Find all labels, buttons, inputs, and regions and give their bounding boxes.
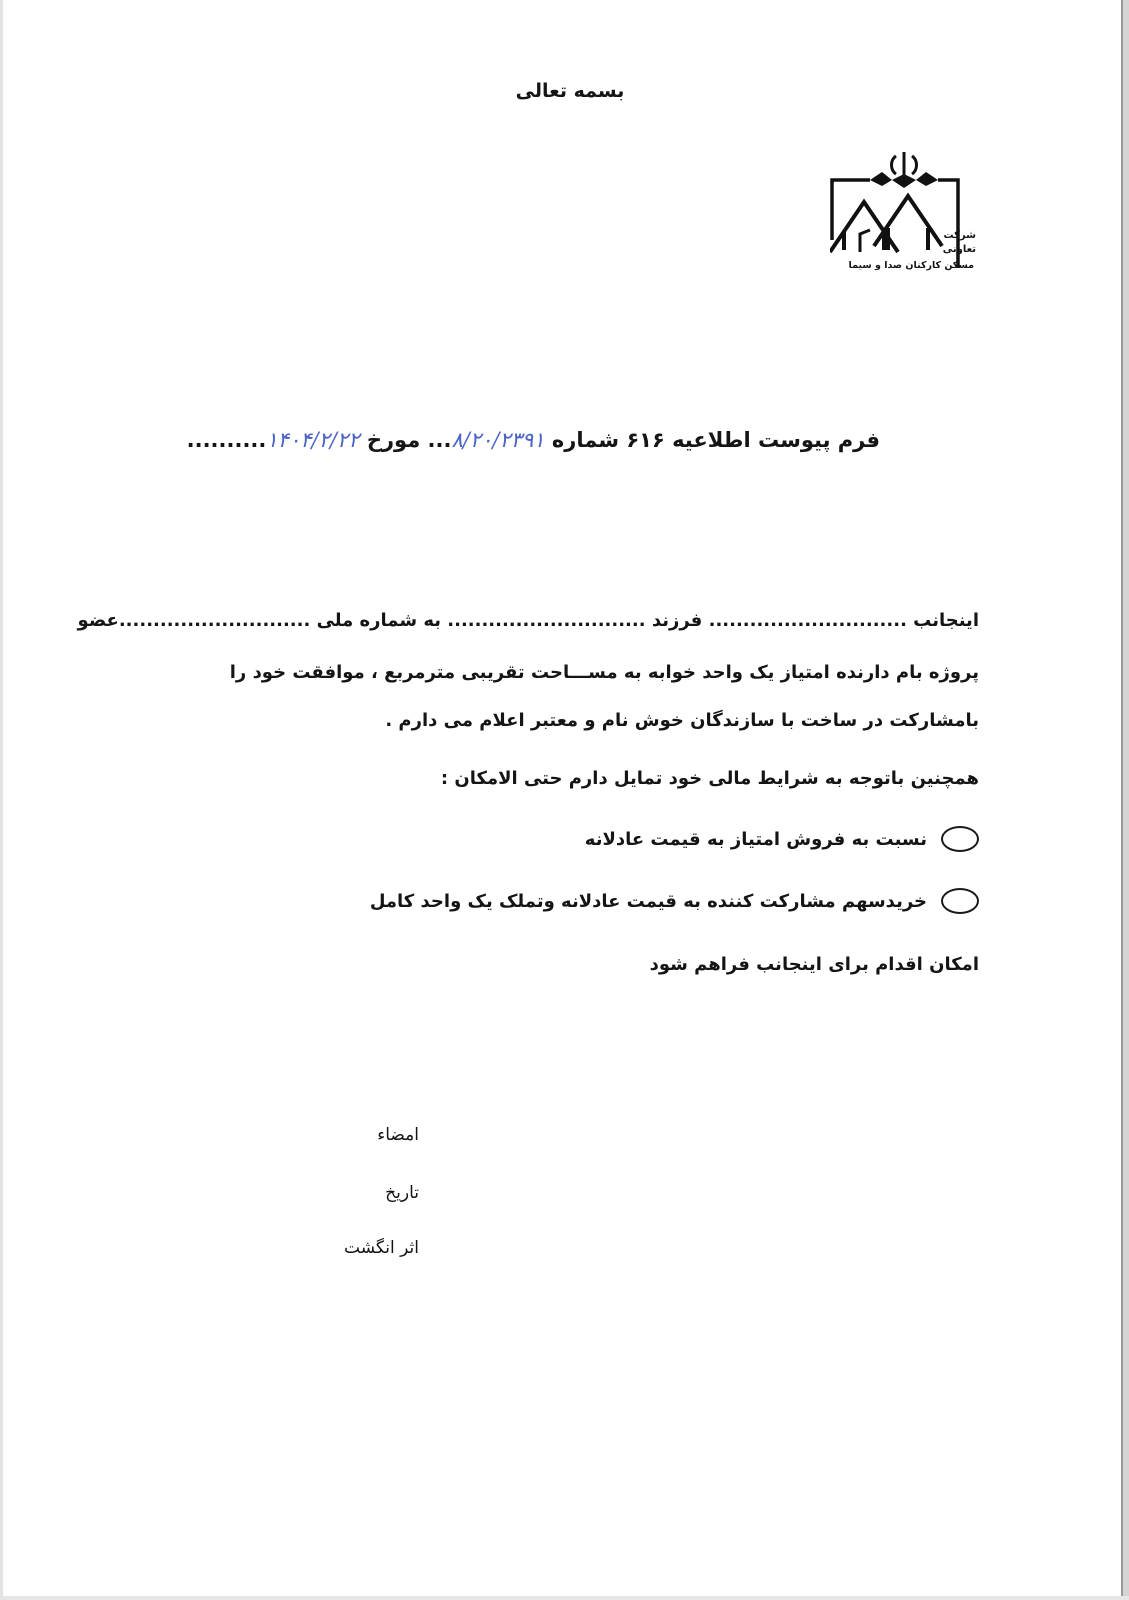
option-circle-checkbox[interactable] xyxy=(941,888,979,914)
scan-edge-right xyxy=(1123,0,1129,1600)
scan-edge-bottom xyxy=(0,1596,1129,1600)
body-line-4: همچنین باتوجه به شرایط مالی خود تمایل دارم حتی الامکان : xyxy=(440,768,979,789)
option-buy-share[interactable] xyxy=(370,888,979,914)
company-logo xyxy=(830,150,978,280)
form-date-label: مورخ xyxy=(366,428,421,452)
body-line-1: اینجانب ............................. فرزند ............................. به شماره ملی ............................عضو xyxy=(77,610,979,631)
form-title-prefix: فرم پیوست اطلاعیه ۶۱۶ شماره xyxy=(551,428,880,452)
logo-text-company: شرکت xyxy=(943,230,976,241)
form-title xyxy=(186,428,880,452)
form-number-dots: ... xyxy=(427,428,452,452)
logo-text-housing: مسکن کارکنان صدا و سیما xyxy=(848,260,974,271)
logo-text-cooperative: تعاونی xyxy=(942,244,976,255)
body-line-3: بامشارکت در ساخت با سازندگان خوش نام و معتبر اعلام می دارم . xyxy=(385,710,979,731)
scan-edge-left xyxy=(0,0,3,1600)
signature-date-label: تاریخ xyxy=(385,1183,419,1203)
option-buy-share-label: خریدسهم مشارکت کننده به قیمت عادلانه وتملک یک واحد کامل xyxy=(369,890,927,912)
option-sell-share[interactable] xyxy=(585,826,979,852)
form-date-dots: .......... xyxy=(186,428,267,452)
invocation-heading: بسمه تعالی xyxy=(515,80,625,102)
form-date-handwritten: ۱۴۰۴/۲/۲۲ xyxy=(266,428,360,452)
body-line-closing: امکان اقدام برای اینجانب فراهم شود xyxy=(649,954,979,975)
option-circle-checkbox[interactable] xyxy=(941,826,979,852)
form-number-handwritten: ۸/۲۰/۲۳۹۱ xyxy=(451,428,545,452)
fingerprint-label: اثر انگشت xyxy=(344,1238,419,1258)
body-line-2: پروژه بام دارنده امتیاز یک واحد خوابه به مســـاحت تقریبی مترمربع ، موافقت خود را xyxy=(229,662,979,683)
signature-label: امضاء xyxy=(377,1125,419,1145)
option-sell-share-label: نسبت به فروش امتیاز به قیمت عادلانه xyxy=(584,828,927,850)
